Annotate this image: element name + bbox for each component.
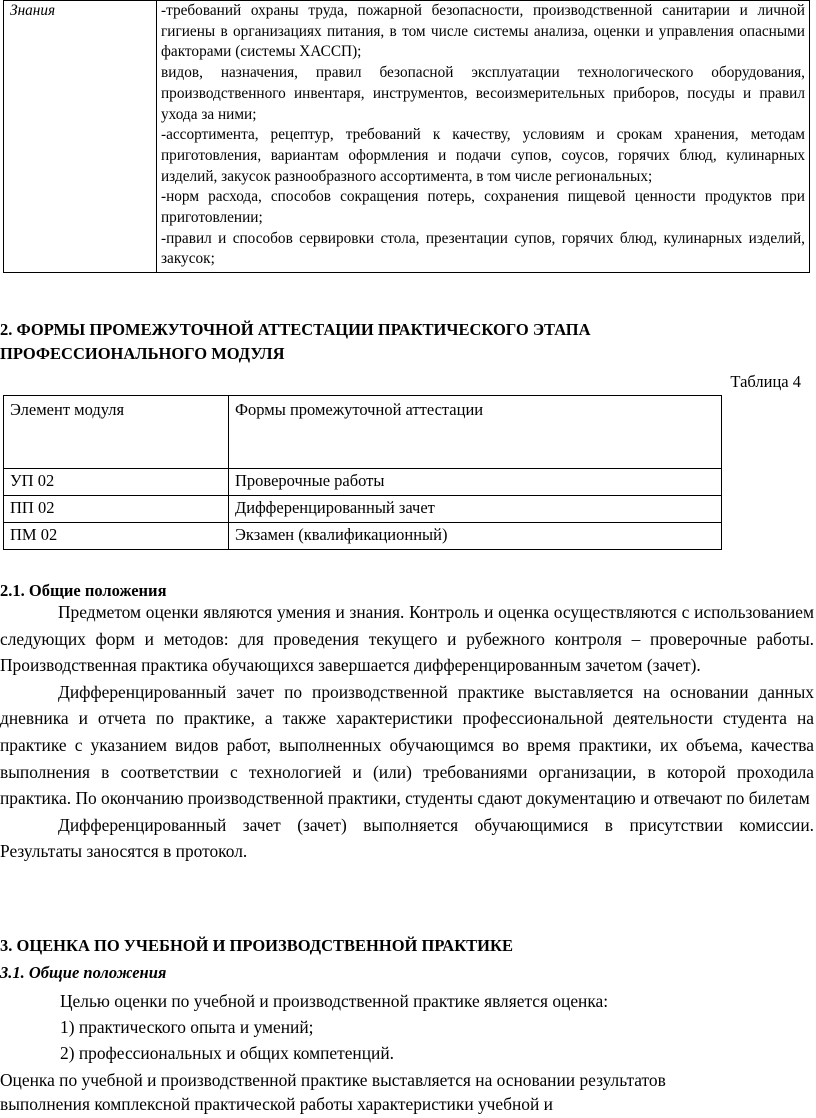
table-cell: Дифференцированный зачет xyxy=(229,496,722,523)
knowledge-table xyxy=(3,0,810,273)
knowledge-item: -норм расхода, способов сокращения потерь, сохранения пищевой ценности продуктов при приготовлении; xyxy=(161,188,805,227)
table-cell: Экзамен (квалификационный) xyxy=(229,523,722,550)
table-row xyxy=(4,523,722,550)
knowledge-item: -ассортимента, рецептур, требований к качеству, условиям и срокам хранения, методам приготовления, вариантам оформления и подачи супов, соусов, горячих блюд, кулинарных изделий, закусок разнообразного ассортимента, в том числе региональных; xyxy=(161,126,805,185)
table-cell: Проверочные работы xyxy=(229,469,722,496)
knowledge-content xyxy=(157,1,810,273)
table-cell: ПМ 02 xyxy=(4,523,229,550)
subsection-2-1-heading: 2.1. Общие положения xyxy=(0,581,167,600)
table-caption: Таблица 4 xyxy=(730,372,801,391)
closing-line: выполнения комплексной практической работы характеристики учебной и xyxy=(0,1094,553,1114)
subsection-3-1-heading: 3.1. Общие положения xyxy=(0,963,167,982)
table-header-row xyxy=(4,396,722,469)
table-header-cell: Формы промежуточной аттестации xyxy=(229,396,722,469)
section-2-heading-line1: 2. ФОРМЫ ПРОМЕЖУТОЧНОЙ АТТЕСТАЦИИ ПРАКТИЧЕСКОГО ЭТАПА xyxy=(0,320,591,339)
section-2-heading xyxy=(0,318,800,366)
knowledge-label: Знания xyxy=(4,1,157,273)
table-header-cell: Элемент модуля xyxy=(4,396,229,469)
knowledge-item: -правил и способов сервировки стола, презентации супов, горячих блюд, кулинарных изделий, закусок; xyxy=(161,229,805,268)
attestation-table xyxy=(3,395,722,550)
paragraph: Предметом оценки являются умения и знания. Контроль и оценка осуществляются с использованием следующих форм и методов: для проведения текущего и рубежного контроля – проверочные работы. Производственная практика обучающихся завершается дифференцированным зачетом (зачет). xyxy=(0,602,814,676)
section-2-body xyxy=(0,599,814,865)
table-cell: ПП 02 xyxy=(4,496,229,523)
table-row xyxy=(4,496,722,523)
section-3-heading: 3. ОЦЕНКА ПО УЧЕБНОЙ И ПРОИЗВОДСТВЕННОЙ ПРАКТИКЕ xyxy=(0,936,513,955)
list-item: 1) практического опыта и умений; xyxy=(60,1017,314,1037)
section-2-heading-line2: ПРОФЕССИОНАЛЬНОГО МОДУЛЯ xyxy=(0,344,285,363)
knowledge-item: -требований охраны труда, пожарной безопасности, производственной санитарии и личной гигиены в организациях питания, в том числе системы анализа, оценки и управления опасными факторами (системы ХАССП); xyxy=(161,2,805,61)
list-item: 2) профессиональных и общих компетенций. xyxy=(60,1043,395,1063)
section-3-intro: Целью оценки по учебной и производственной практике является оценка: xyxy=(60,991,609,1011)
knowledge-item: видов, назначения, правил безопасной эксплуатации технологического оборудования, производственного инвентаря, инструментов, весоизмерительных приборов, посуды и правил ухода за ними; xyxy=(161,64,805,123)
table-cell: УП 02 xyxy=(4,469,229,496)
paragraph: Дифференцированный зачет по производственной практике выставляется на основании данных дневника и отчета по практике, а также характеристики профессиональной деятельности студента на практике с указанием видов работ, выполненных обучающимся во время практики, их объема, качества выполнения в соответствии с технологией и (или) требованиями организации, в которой проходила практика. По окончанию производственной практики, студенты сдают документацию и отвечают по билетам xyxy=(0,681,814,809)
closing-line: Оценка по учебной и производственной практике выставляется на основании результатов xyxy=(0,1070,666,1090)
paragraph: Дифференцированный зачет (зачет) выполняется обучающимися в присутствии комиссии. Результаты заносятся в протокол. xyxy=(0,814,814,862)
table-row xyxy=(4,469,722,496)
